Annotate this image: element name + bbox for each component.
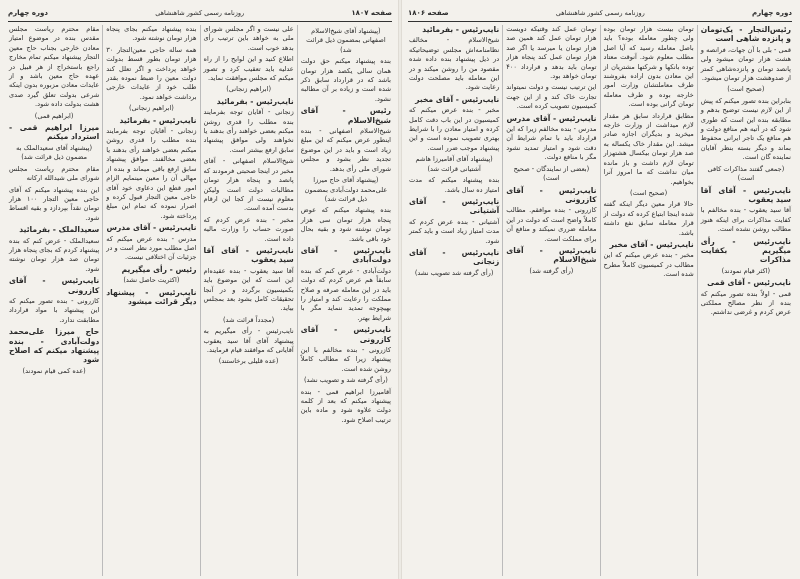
centered-note: (رأی گرفته شد) bbox=[529, 266, 574, 275]
centered-note: (پیشنهاد آقای سعیدالملک به مضمون ذیل قرائت شد) bbox=[16, 143, 93, 162]
paragraph: شیخ‌الاسلام اصفهانی - بنده اینطور عرض میکنم که این مبلغ زیاد است و باید در این موضوع تجدید نظر بشود و مجلس شورای ملی رأی بدهد. bbox=[300, 127, 391, 173]
centered-note: (پیشنهاد آقای حاج میرزا علی‌محمد دولت‌آبادی بمضمون ذیل قرائت شد) bbox=[304, 176, 388, 203]
newspaper-title: روزنامه رسمی کشور شاهنشاهی bbox=[155, 9, 245, 17]
centered-note: (رأی گرفته شد تصویب نشد) bbox=[414, 268, 494, 277]
session-label: دوره چهارم bbox=[8, 9, 48, 17]
text-column bbox=[697, 25, 794, 576]
speaker-line: نایب‌رئیس - آقای دولت‌آبادی bbox=[300, 245, 391, 265]
paragraph: قمی - بلی با آن جهات، فرانصه و هشت هزار تومان میشود ولی پانصد تومان و پانزده‌شاهی کمتر از صدوهشت هزار تومان میشود. bbox=[700, 45, 791, 83]
speaker-line: نایب‌رئیس - آقای آقا سید یعقوب bbox=[203, 245, 294, 265]
speaker-line: نایب‌رئیس - آقای مخبر bbox=[415, 94, 500, 104]
paragraph: کازرونی - بنده تصور میکنم که این پیشنهاد با مواد قرارداد مطابقت ندارد. bbox=[9, 296, 100, 324]
paragraph: آقا سید یعقوب - بنده عقیده‌ام این است که این موضوع باید بکمیسیون برگردد و در آنجا تحقیقات کامل بشود بعد بمجلس بیاید. bbox=[203, 266, 294, 313]
paragraph: بنده پیشنهاد میکنم بجای پنجاه هزار تومان نوشته شود. bbox=[106, 25, 197, 43]
text-column bbox=[200, 25, 297, 576]
centered-note: (جمعی گفتند مذاکرات کافی است) bbox=[707, 164, 785, 183]
centered-note: (ابراهیم قمی) bbox=[34, 111, 74, 120]
text-column bbox=[600, 25, 697, 576]
paragraph: بنده پیشنهاد میکنم حق دولت همان سالی یکصد هزار تومان باشد که در قرارداد سابق ذکر شده است و زیاده بر آن مطالبه نشود. bbox=[300, 57, 391, 103]
text-column bbox=[297, 25, 394, 576]
right-page-header bbox=[408, 6, 792, 20]
paragraph: آقا سید یعقوب - بنده مخالفم با کفایت مذاکرات برای اینکه هنوز مطالب روشن نشده است. bbox=[700, 206, 791, 234]
paragraph: بنده پیشنهاد میکنم که مدت امتیاز ده سال باشد. bbox=[409, 176, 500, 194]
speaker-line: نایب‌رئیس - آقای کازرونی bbox=[300, 325, 391, 344]
centered-note: (اکثر قیام نمودند) bbox=[721, 266, 771, 275]
paragraph: دولت‌آبادی - عرض کنم که بنده سابقاً هم عرض کردم که دولت باید در این معامله صرفه و صلاح مملکت را رعایت کند و امتیاز را بهیچوجه تمدید ننماید مگر با شرایط بهتر. bbox=[300, 266, 391, 322]
speaker-line: نایب‌رئیس - آقای مخبر bbox=[609, 239, 694, 249]
speaker-line: حاج میرزا علی‌محمد دولت‌آبادی - بنده پیشنهاد میکنم که اصلاح شود bbox=[9, 327, 100, 365]
speaker-line: نایب‌رئیس - آقای کازرونی bbox=[9, 276, 100, 295]
speaker-line: نایب‌رئیس - بفرمائید bbox=[216, 96, 294, 106]
right-page bbox=[400, 0, 800, 579]
paragraph: تومان بیست هزار تومان بوده ولی چطور معامله بوده؟ باید باصل معامله رسید که آیا اصل مطلب معلوم شود. آنوقت معتاد توده بانکها و شرکتها مشتریان از این معادن بدون اراده بفروشند طرف معاملتشان وزارت امور خارجه بوده و طرف معامله تومان گرانی بوده است. bbox=[603, 25, 694, 109]
speaker-line: نایب‌رئیس - آقای شیخ‌الاسلام bbox=[506, 245, 597, 265]
left-page-columns bbox=[6, 25, 394, 576]
text-column bbox=[502, 25, 599, 576]
centered-note: (پیشنهاد آقای شیخ‌الاسلام اصفهانی بمضمون ذیل قرائت شد) bbox=[306, 27, 386, 54]
centered-note: (اکثریت حاصل نشد) bbox=[123, 276, 180, 285]
paragraph: تومان عمل کند وقتیکه دویست هزار تومان عمل کند همین صد هزار تومان یا میرسد یا اگر صد هزار تومان عمل کند پنجاه هزار تومان باید بدهد و قرارداد ۴۰۰ تومان خواهد بود. bbox=[506, 25, 597, 81]
paragraph: مدرس - بنده مخالفم زیرا که این قرارداد باید با تمام شرایط آن دقت شود و امتیاز تمدید نشود مگر با منافع دولت. bbox=[506, 125, 597, 162]
page-number: صفحه ۱۸۰۷ bbox=[351, 9, 392, 17]
centered-note: (رأی گرفته شد و تصویب نشد) bbox=[303, 376, 388, 385]
centered-note: (عده کمی قیام نمودند) bbox=[22, 366, 86, 375]
paragraph: شیخ‌الاسلام اصفهانی - آقای مخبر در اینجا صحبتی فرمودند که پانصد و پنجاه هزار تومان مطالبات دولت است ولیکن معلوم نیست از کجا این ارقام بدست آمده است. bbox=[203, 157, 294, 213]
right-page-columns bbox=[406, 25, 794, 576]
centered-note: (صحیح است) bbox=[630, 188, 668, 197]
speaker-line: سعیدالملک - بفرمائید bbox=[19, 225, 100, 235]
text-column bbox=[406, 25, 502, 576]
speaker-line: نایب‌رئیس - آقای زنجانی bbox=[409, 247, 500, 267]
speaker-line: نایب‌رئیس - پیشنهاد دیگر قرائت میشود bbox=[106, 287, 197, 306]
paragraph: مدرس - بنده عرض میکنم که اصل مطلب مورد نظر است و در جزئیات آن اختلافی نیست. bbox=[106, 234, 197, 262]
paragraph: مخبر - بنده عرض میکنم که این مطالب در کمیسیون کاملاً مطرح شده است. bbox=[603, 251, 694, 279]
centered-note: (پیشنهاد آقای آقامیرزا هاشم آشتیانی قرائت شد) bbox=[415, 155, 493, 173]
paragraph: مخبر - بنده عرض میکنم که کمیسیون در این باب دقت کامل کرده و امتیاز معادن را با شرایط بهتری تصویب نموده است و این پیشنهاد موجب ضرر است. bbox=[409, 106, 500, 152]
paragraph: سعیدالملک - عرض کنم که بنده پیشنهاد کردم که بجای پنجاه هزار تومان صد هزار تومان نوشته شود. bbox=[9, 236, 100, 273]
text-column bbox=[6, 25, 102, 576]
paragraph: کازرونی - بنده مخالفم با این پیشنهاد زیرا که مطالب کاملاً روشن شده است. bbox=[300, 346, 391, 373]
paragraph: مقام محترم ریاست مجلس مقدس بنده در موضوع امتیاز معادن خارجی بجناب حاج معین التجار پیشنهاد میکنم تمام مخارج راجع باستخراج از هر قبیل در عهده حاج معین باشد و از عایدات معادن مزبوره بدون اینکه شرعی بدولت تعلق گیرد صدی هشت بدولت داده شود. bbox=[9, 25, 100, 109]
speaker-line: رئیس‌التجار - یک‌تومان و پانزده شاهی است bbox=[700, 25, 791, 44]
header-rule bbox=[408, 21, 792, 22]
centered-note: (صحیح است) bbox=[727, 85, 765, 94]
paragraph: این ترتیب نیست و دولت نمیتواند تجارت خاک کند و از این جهت کمیسیون تصویب کرده است. bbox=[506, 83, 597, 111]
speaker-line: رئیس - آقای شیخ‌الاسلام bbox=[300, 106, 391, 125]
paragraph: زنجانی - آقایان توجه بفرمایند بنده مطلب را قدری روشن میکنم بعضی خواهند رأی بدهند یا نخواهند ولی موافق پیشنهاد سابق ارفع بیشتر است. bbox=[203, 108, 294, 154]
centered-note: (مجدداً قرائت شد) bbox=[222, 315, 275, 324]
paragraph: قمی - اولاً بنده تصور میکنم که بنده از نظر مصالح مملکتی عرض کردم و غرضی نداشتم. bbox=[700, 289, 791, 317]
page-fold bbox=[398, 0, 402, 579]
paragraph: مطابق قرارداد سابق هر مقدار لازم میداشت از وزارت خارجه میخرید و بدیگران اجازه صادر میشد. این مقدار خاک یکساله به‌ صد هزار تومان بیکسال هشتهزار تومان لازم داشت و باز مانده میان نداشت که ما امروز آنرا بخواهیم. bbox=[603, 111, 694, 186]
speaker-line: نایب‌رئیس - بفرمائید bbox=[119, 115, 197, 125]
speaker-line: نایب‌رئیس - آقای قمی bbox=[707, 278, 791, 288]
speaker-line: رئیس - رأی میگیریم bbox=[121, 264, 197, 274]
paragraph: نایب‌رئیس - رأی میگیریم به پیشنهاد آقای آقا سید یعقوب آقایانی که موافقند قیام فرمایند. bbox=[203, 327, 294, 354]
left-page-header bbox=[8, 6, 392, 20]
speaker-line: نایب‌رئیس - آقای مدرس bbox=[106, 223, 197, 233]
paragraph: حالا قرار معین دیگر اینکه گفته شده اینجا ابتیاع کرده که دولت از قرار معامله سابق نفع داشته باشد. bbox=[603, 200, 694, 237]
page-number: صفحه ۱۸۰۶ bbox=[408, 9, 449, 17]
text-column bbox=[102, 25, 199, 576]
speaker-line: نایب‌رئیس - آقای کازرونی bbox=[506, 185, 597, 204]
paragraph: زنجانی - آقایان توجه بفرمایند بنده مطلب را قدری روشن میکنم بعضی خواهند رأی بدهند یا بعضی مخالفند. موافق پیشنهاد سابق ارفع باقی میماند و بنده از مهالی آن را معین مینمایم الزام امور قطع این دعاوی خود آقای حاجی معین التجار قبول کرده و اصرار نموده که تمام این مبلغ پرداخته شود. bbox=[106, 127, 197, 220]
paragraph: اطلاع کنید و این لوایح را از راه عدلیه باید تعقیب کرد و تصور میکنم که مجلس موافقت نماید. bbox=[203, 55, 294, 83]
paragraph: آقامیرزا ابراهیم قمی - بنده پیشنهاد میکنم که بعد از کلمه دولت علاوه شود و ماده باین ترتیب اصلاح شود. bbox=[300, 387, 391, 424]
paragraph: بنده پیشنهاد میکنم که عوض پنجاه هزار تومان سی هزار تومان نوشته شود و بقیه بحال خود باقی باشد. bbox=[300, 206, 391, 243]
speaker-line: میرزا ابراهیم قمی - استرداد میکنم bbox=[9, 123, 100, 142]
paragraph: مقام محترم ریاست مجلس شورای ملی شیدالله ارکانه bbox=[9, 164, 100, 183]
speaker-line: نایب‌رئیس - آقای مدرس bbox=[506, 113, 597, 123]
paragraph: آشتیانی - بنده عرض کردم که مدت امتیاز زیاد است و باید کمتر شود. bbox=[409, 217, 500, 245]
header-rule bbox=[8, 21, 392, 22]
speaker-line: نایب‌رئیس - آقای آقا سید یعقوب bbox=[700, 185, 791, 204]
speaker-line: نایب‌رئیس - آقای آشتیانی bbox=[409, 196, 500, 216]
newspaper-title: روزنامه رسمی کشور شاهنشاهی bbox=[555, 9, 645, 17]
speaker-line: نایب‌رئیس - بفرمائید bbox=[422, 25, 500, 34]
session-label: دوره چهارم bbox=[752, 9, 792, 17]
paragraph: این بنده پیشنهاد میکنم که آقای حاجی معین التجار ۱۰۰ هزار تومان نقداً بپردازد و بقیه اقساط شود. bbox=[9, 185, 100, 222]
paragraph: شیخ‌الاسلام - مخالف نظامنامه‌اش مجلس توضیحاتیکه در ذیل پیشنهاد بنده داده شده مقصود من را روشن میکند و در این معامله باید مصلحت دولت رعایت شود. bbox=[409, 36, 500, 92]
paragraph: بنابراین بنده تصور میکنم که پیش از این لازم نیست توضیح بدهم و مطابقه بنده این است که طوری شود که در آتیه هم منافع دولت و هم منافع یک تاجر ایرانی محفوظ بماند و دیگر بسته بنظر آقایان نماینده گان است. bbox=[700, 96, 791, 162]
paragraph: مخبر - بنده عرض کردم که صورت حساب را وزارت مالیه داده است. bbox=[203, 215, 294, 243]
speaker-line: نایب‌رئیس - رأی میگیریم بکفایت مذاکرات bbox=[700, 236, 791, 265]
paragraph: کازرونی - بنده موافقم. مطالب کاملاً واضح است که دولت در این معامله ضرری نمیکند و منافع آن برای مملکت است. bbox=[506, 206, 597, 243]
paragraph: همه ساله حاجی معین‌التجار ۳۰ هزار تومان بطور قسط بدولت خواهد پرداخت و اگر تعلل کند دولت معین را ضبط نموده بقدر طلب خود از عایدات خارجی برداشت خواهد نمود. bbox=[106, 45, 197, 101]
centered-note: (عده قلیلی برخاستند) bbox=[218, 357, 279, 366]
centered-note: (بعضی از نمایندگان - صحیح است) bbox=[513, 164, 590, 183]
centered-note: (ابراهیم زنجانی) bbox=[128, 104, 174, 113]
centered-note: (ابراهیم زنجانی) bbox=[226, 85, 272, 94]
paragraph: علی نیست و اگر مجلس شورای ملی به خواهد باین ترتیب رأی بدهد خوب است. bbox=[203, 25, 294, 52]
